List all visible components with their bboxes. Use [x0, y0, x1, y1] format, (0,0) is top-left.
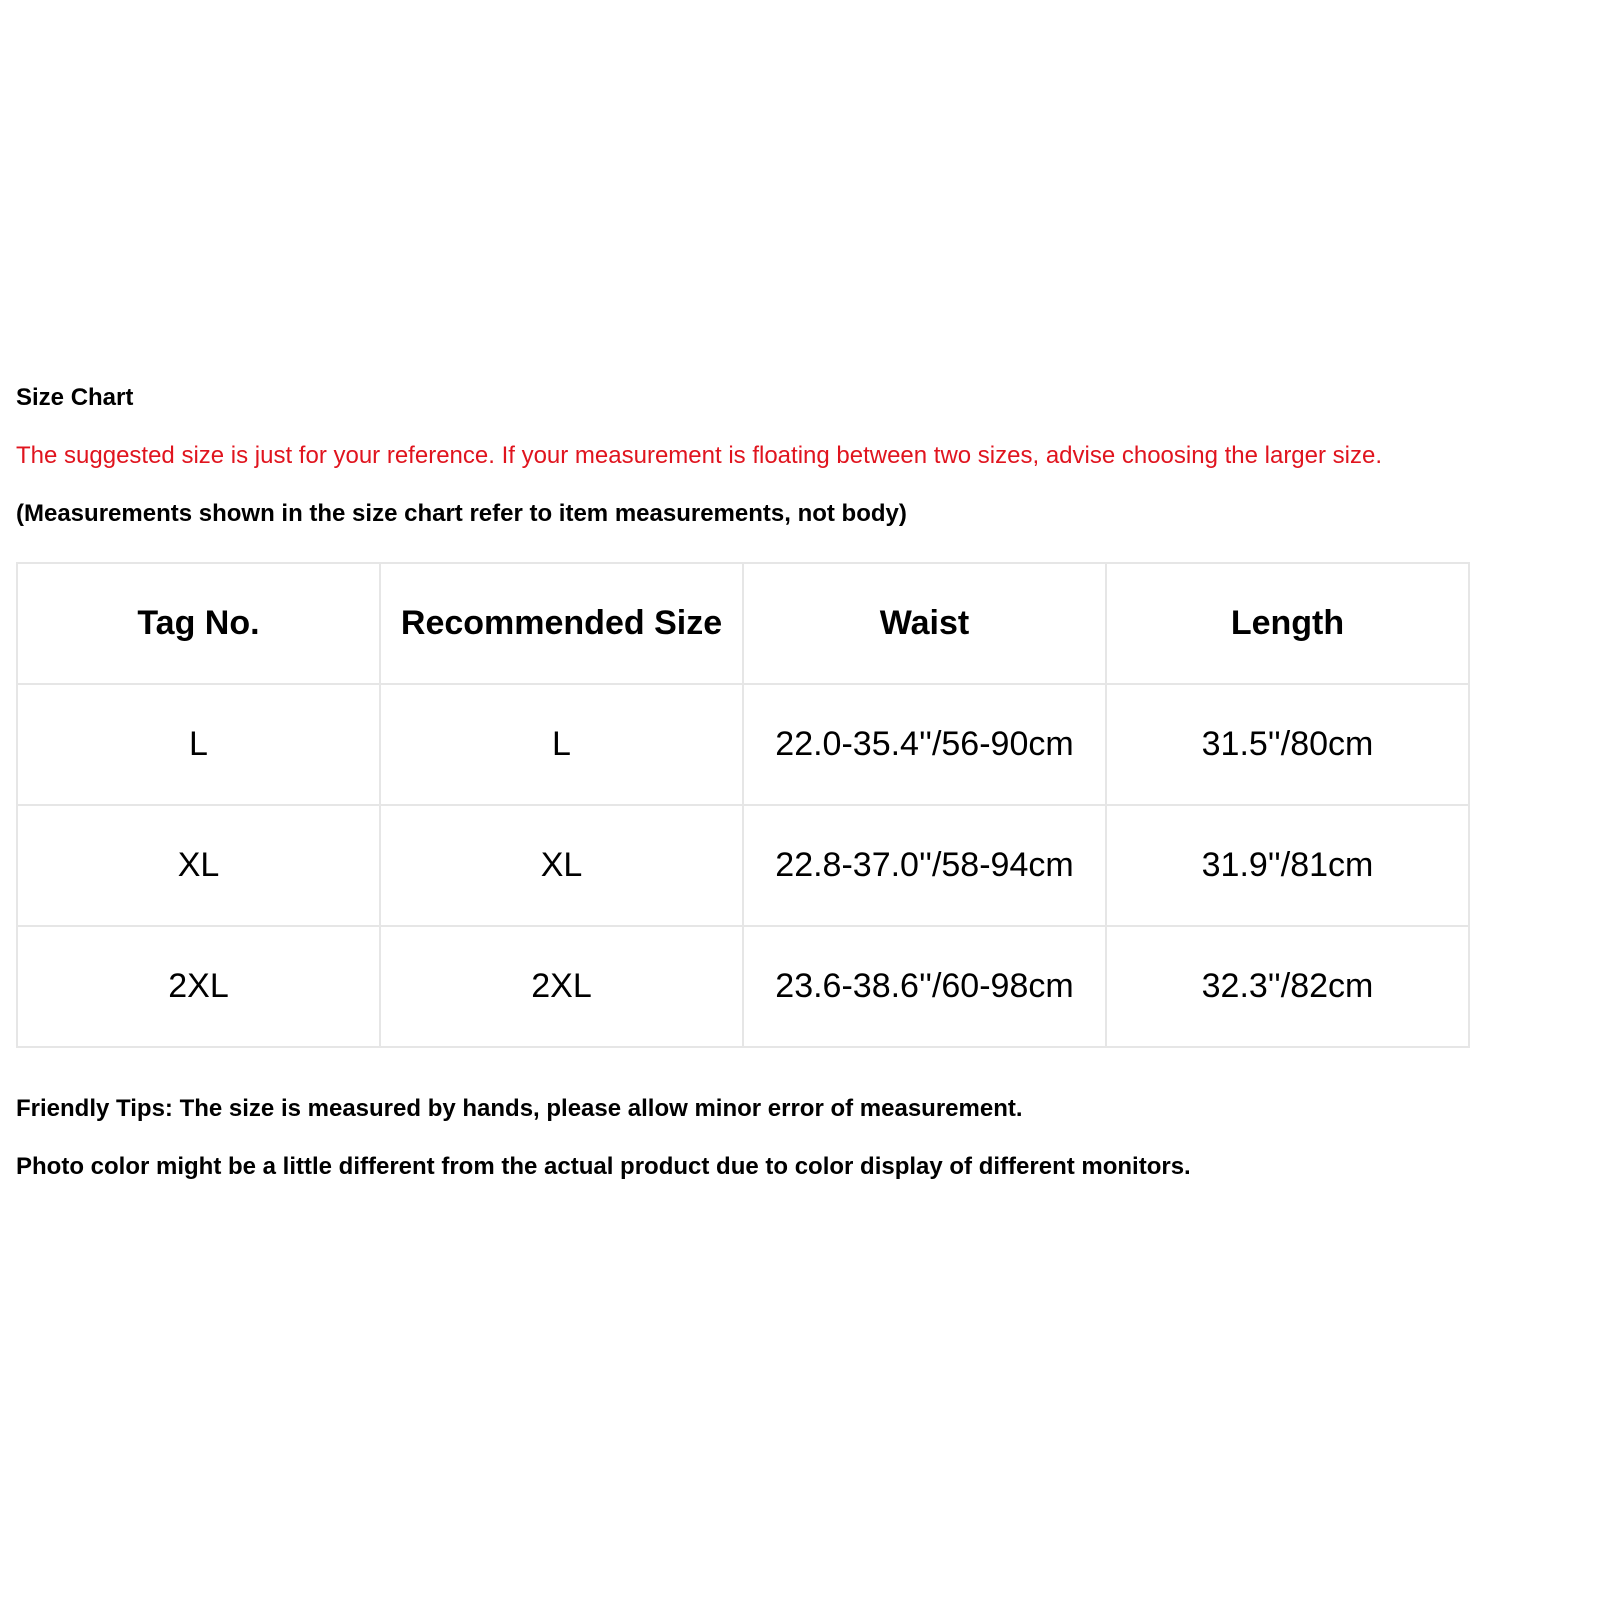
cell-recommended-size: XL — [380, 805, 743, 926]
cell-tag-no: 2XL — [17, 926, 380, 1047]
measurement-note: (Measurements shown in the size chart refer to item measurements, not body) — [16, 500, 907, 527]
table-row — [17, 805, 1469, 926]
photo-color-note: Photo color might be a little different from the actual product due to color display of different monitors. — [16, 1153, 1191, 1180]
cell-waist: 22.0-35.4''/56-90cm — [743, 684, 1106, 805]
header-waist: Waist — [743, 563, 1106, 684]
header-tag-no: Tag No. — [17, 563, 380, 684]
table-header-row — [17, 563, 1469, 684]
table-row — [17, 926, 1469, 1047]
cell-length: 32.3''/82cm — [1106, 926, 1469, 1047]
cell-recommended-size: 2XL — [380, 926, 743, 1047]
cell-length: 31.5''/80cm — [1106, 684, 1469, 805]
size-table — [16, 562, 1470, 1048]
cell-recommended-size: L — [380, 684, 743, 805]
cell-tag-no: L — [17, 684, 380, 805]
cell-waist: 22.8-37.0''/58-94cm — [743, 805, 1106, 926]
cell-waist: 23.6-38.6''/60-98cm — [743, 926, 1106, 1047]
size-reference-notice: The suggested size is just for your reference. If your measurement is floating between two sizes, advise choosing the larger size. — [16, 442, 1383, 469]
cell-tag-no: XL — [17, 805, 380, 926]
table-row — [17, 684, 1469, 805]
size-chart-title: Size Chart — [16, 384, 134, 411]
cell-length: 31.9''/81cm — [1106, 805, 1469, 926]
header-length: Length — [1106, 563, 1469, 684]
header-recommended-size: Recommended Size — [380, 563, 743, 684]
friendly-tips: Friendly Tips: The size is measured by hands, please allow minor error of measurement. — [16, 1095, 1023, 1122]
